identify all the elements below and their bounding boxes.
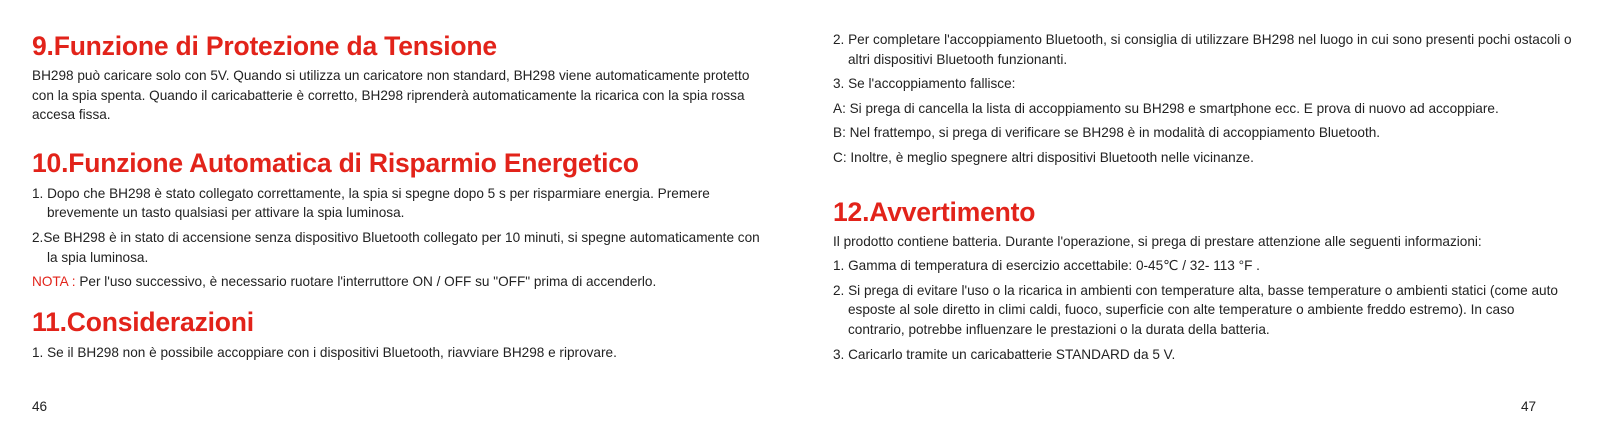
left-page: [32, 0, 772, 441]
section-12-title: 12.Avvertimento: [833, 196, 1036, 227]
section-12-item-1: 1. Gamma di temperatura di esercizio accettabile: 0-45℃ / 32- 113 °F .: [833, 258, 1260, 274]
section-12-intro: Il prodotto contiene batteria. Durante l'operazione, si prega di prestare attenzione alle seguenti informazioni:: [833, 233, 1482, 249]
section-11-item-1: 1. Se il BH298 non è possibile accoppiare con i dispositivi Bluetooth, riavviare BH298 e riprovare.: [32, 344, 617, 360]
section-11-item-2: 2. Per completare l'accoppiamento Bluetooth, si consiglia di utilizzare BH298 nel luogo in cui sono presenti pochi ostacoli o altri dispositivi Bluetooth funzionanti.: [833, 32, 1572, 67]
section-11-title: 11.Considerazioni: [32, 306, 254, 337]
section-10-item-1: 1. Dopo che BH298 è stato collegato correttamente, la spia si spegne dopo 5 s per risparmiare energia. Premere brevemente un tasto qualsiasi per attivare la spia luminosa.: [32, 185, 710, 221]
section-11-item-b: B: Nel frattempo, si prega di verificare se BH298 è in modalità di accoppiamento Bluetooth.: [833, 125, 1381, 141]
section-10-note: [32, 272, 772, 292]
page-number-left: 46: [32, 399, 48, 414]
note-text: Per l'uso successivo, è necessario ruotare l'interruttore ON / OFF su "OFF" prima di accenderlo.: [79, 274, 657, 290]
section-11-item-c: C: Inoltre, è meglio spegnere altri dispositivi Bluetooth nelle vicinanze.: [833, 149, 1254, 165]
right-page: [833, 0, 1573, 441]
page-number-right: 47: [1521, 399, 1537, 414]
section-12-item-3: 3. Caricarlo tramite un caricabatterie STANDARD da 5 V.: [833, 346, 1176, 362]
section-9-title: 9.Funzione di Protezione da Tensione: [32, 31, 497, 61]
section-10-title: 10.Funzione Automatica di Risparmio Energetico: [32, 147, 639, 178]
note-label: NOTA :: [32, 274, 80, 290]
section-10-item-2: 2.Se BH298 è in stato di accensione senza dispositivo Bluetooth collegato per 10 minuti, si spegne automaticamente con la spia luminosa.: [32, 229, 760, 265]
section-11-item-a: A: Si prega di cancella la lista di accoppiamento su BH298 e smartphone ecc. E prova di nuovo ad accoppiare.: [833, 100, 1499, 116]
section-11-item-3: 3. Se l'accoppiamento fallisce:: [833, 76, 1016, 92]
section-9-body: BH298 può caricare solo con 5V. Quando si utilizza un caricatore non standard, BH298 viene automaticamente protetto con la spia spenta. Quando il caricabatterie è corretto, BH298 riprenderà automaticamente la ricarica con la spia rossa accesa fissa.: [32, 68, 750, 123]
section-12-item-2: 2. Si prega di evitare l'uso o la ricarica in ambienti con temperature alta, basse temperature o ambienti statici (come auto esposte al sole diretto in climi caldi, fuoco, superficie con alte temperature o ambiente freddo estremo). In caso contrario, potrebbe influenzare le prestazioni o la durata della batteria.: [833, 282, 1558, 337]
